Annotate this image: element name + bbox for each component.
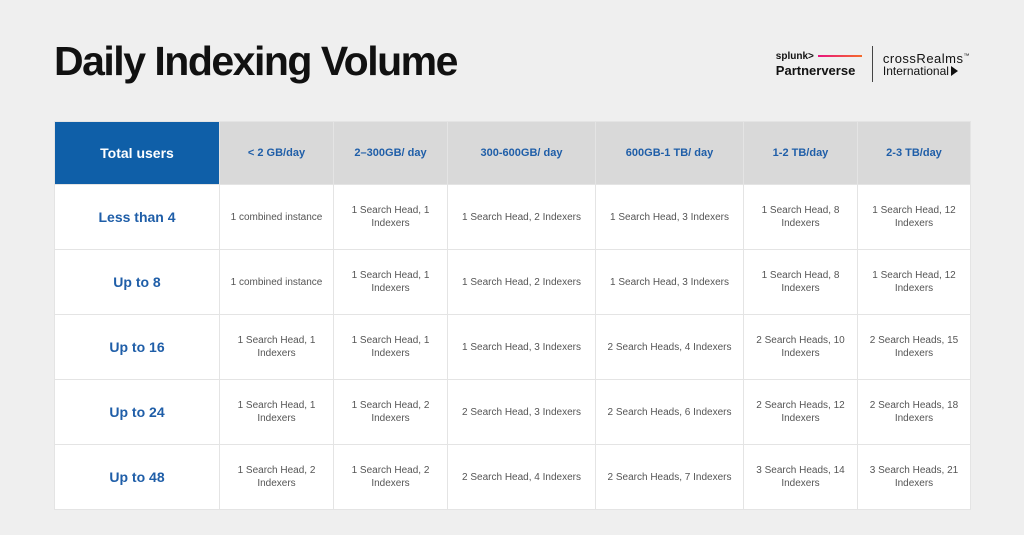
table-cell: 1 Search Head, 2 Indexers xyxy=(334,380,448,445)
column-header: < 2 GB/day xyxy=(220,122,334,185)
table-cell: 1 Search Head, 3 Indexers xyxy=(596,185,744,250)
table-cell: 1 Search Head, 2 Indexers xyxy=(334,445,448,510)
indexing-volume-table xyxy=(54,121,971,510)
table-cell: 2 Search Head, 4 Indexers xyxy=(448,445,596,510)
row-header: Up to 24 xyxy=(55,380,220,445)
table-cell: 2 Search Heads, 15 Indexers xyxy=(858,315,971,380)
column-header: 600GB-1 TB/ day xyxy=(596,122,744,185)
table-cell: 3 Search Heads, 21 Indexers xyxy=(858,445,971,510)
row-header: Up to 8 xyxy=(55,250,220,315)
row-header: Less than 4 xyxy=(55,185,220,250)
table-cell: 1 Search Head, 2 Indexers xyxy=(448,185,596,250)
crossrealms-text: crossRealms xyxy=(882,50,964,66)
table-row xyxy=(55,250,971,315)
table-cell: 2 Search Heads, 18 Indexers xyxy=(858,380,971,445)
table-cell: 1 Search Head, 8 Indexers xyxy=(744,250,858,315)
table-cell: 2 Search Heads, 7 Indexers xyxy=(596,445,744,510)
table-cell: 2 Search Head, 3 Indexers xyxy=(448,380,596,445)
table-cell: 1 Search Head, 3 Indexers xyxy=(448,315,596,380)
play-icon xyxy=(951,66,958,76)
column-header: 2–300GB/ day xyxy=(334,122,448,185)
table-row xyxy=(55,380,971,445)
table-cell: 1 Search Head, 12 Indexers xyxy=(858,185,971,250)
splunk-wordmark: splunk> xyxy=(775,50,814,62)
trademark-symbol: ™ xyxy=(963,53,970,60)
column-header: 1-2 TB/day xyxy=(744,122,858,185)
table-row xyxy=(55,185,971,250)
splunk-gradient-line xyxy=(818,55,862,57)
table-cell: 2 Search Heads, 6 Indexers xyxy=(596,380,744,445)
table-cell: 1 Search Head, 1 Indexers xyxy=(220,315,334,380)
column-header: 300-600GB/ day xyxy=(448,122,596,185)
table-cell: 3 Search Heads, 14 Indexers xyxy=(744,445,858,510)
table-cell: 1 combined instance xyxy=(220,185,334,250)
table-cell: 1 Search Head, 1 Indexers xyxy=(334,315,448,380)
row-header: Up to 48 xyxy=(55,445,220,510)
header-total-users: Total users xyxy=(55,122,220,185)
table-cell: 1 Search Head, 8 Indexers xyxy=(744,185,858,250)
international-text: International xyxy=(882,63,949,78)
logo-divider xyxy=(872,46,873,82)
table-cell: 1 Search Head, 3 Indexers xyxy=(596,250,744,315)
table-cell: 1 Search Head, 1 Indexers xyxy=(334,185,448,250)
partnerverse-wordmark: Partnerverse xyxy=(775,62,856,78)
column-header: 2-3 TB/day xyxy=(858,122,971,185)
row-header: Up to 16 xyxy=(55,315,220,380)
table-cell: 2 Search Heads, 4 Indexers xyxy=(596,315,744,380)
table-cell: 1 Search Head, 1 Indexers xyxy=(220,380,334,445)
partner-logos xyxy=(776,46,970,82)
table-cell: 1 Search Head, 12 Indexers xyxy=(858,250,971,315)
table-cell: 1 Search Head, 1 Indexers xyxy=(334,250,448,315)
splunk-partnerverse-logo xyxy=(776,51,862,78)
page-title: Daily Indexing Volume xyxy=(54,38,457,84)
table-cell: 1 Search Head, 2 Indexers xyxy=(448,250,596,315)
table-cell: 2 Search Heads, 10 Indexers xyxy=(744,315,858,380)
crossrealms-logo xyxy=(883,51,970,78)
table-row xyxy=(55,445,971,510)
table-row xyxy=(55,315,971,380)
crossrealms-international xyxy=(883,64,970,78)
table-header-row xyxy=(55,122,971,185)
table-cell: 2 Search Heads, 12 Indexers xyxy=(744,380,858,445)
table-cell: 1 combined instance xyxy=(220,250,334,315)
table-cell: 1 Search Head, 2 Indexers xyxy=(220,445,334,510)
